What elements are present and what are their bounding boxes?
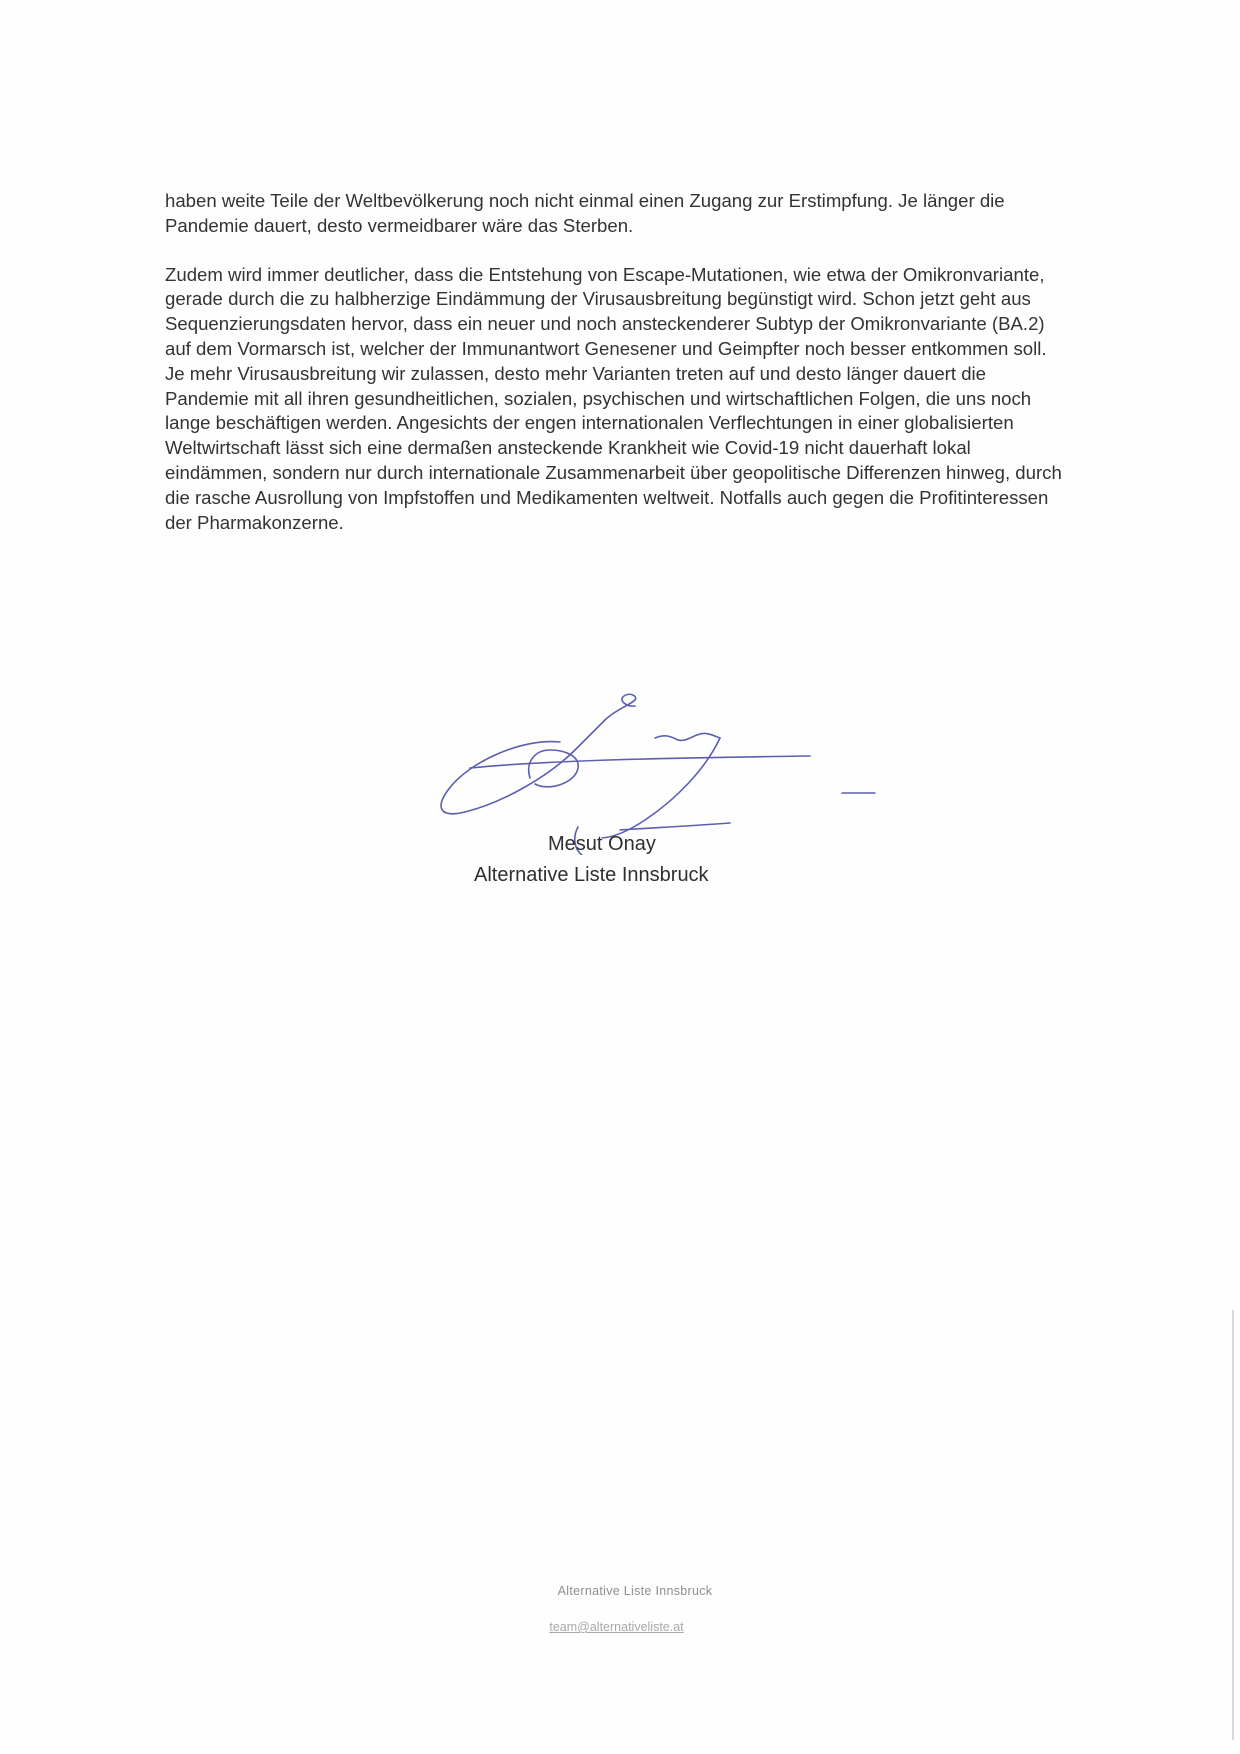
footer-address-line (0, 1600, 1240, 1618)
page-footer (0, 1582, 1240, 1636)
handwritten-signature (430, 680, 890, 855)
footer-contact-faint (687, 1620, 690, 1634)
signer-organization: Alternative Liste Innsbruck (474, 864, 709, 886)
scan-edge-line (1232, 1310, 1234, 1740)
paragraph-2: Zudem wird immer deutlicher, dass die Entstehung von Escape-Mutationen, wie etwa der Omikronvariante, gerade durch die zu halbherzige Eindämmung der Virusausbreitung begünstigt wird. Schon jetzt geht aus Sequenzierungsdaten hervor, dass ein neuer und noch ansteckenderer Subtyp der Omikronvariante (BA.2) auf dem Vormarsch ist, welcher der Immunantwort Genesener und Geimpfter noch besser entkommen soll. Je mehr Virusausbreitung wir zulassen, desto mehr Varianten treten auf und desto länger dauert die Pandemie mit all ihren gesundheitlichen, sozialen, psychischen und wirtschaftlichen Folgen, die uns noch lange beschäftigen werden. Angesichts der engen internationalen Verflechtungen in einer globalisierten Weltwirtschaft lässt sich eine dermaßen ansteckende Krankheit wie Covid-19 nicht dauerhaft lokal eindämmen, sondern nur durch internationale Zusammenarbeit über geopolitische Differenzen hinweg, durch die rasche Ausrollung von Impfstoffen und Medikamenten weltweit. Notfalls auch gegen die Profitinteressen der Pharmakonzerne. (165, 263, 1062, 533)
footer-organization: Alternative Liste Innsbruck (557, 1584, 713, 1598)
footer-contact-row (0, 1618, 1240, 1636)
footer-email-link[interactable]: team@alternativeliste.at (549, 1620, 684, 1634)
letter-body (165, 189, 1070, 559)
paragraph-1: haben weite Teile der Weltbevölkerung noch nicht einmal einen Zugang zur Erstimpfung. Je länger die Pandemie dauert, desto vermeidbarer wäre das Sterben. (165, 190, 1005, 236)
signer-name: Mesut Onay (548, 833, 656, 855)
